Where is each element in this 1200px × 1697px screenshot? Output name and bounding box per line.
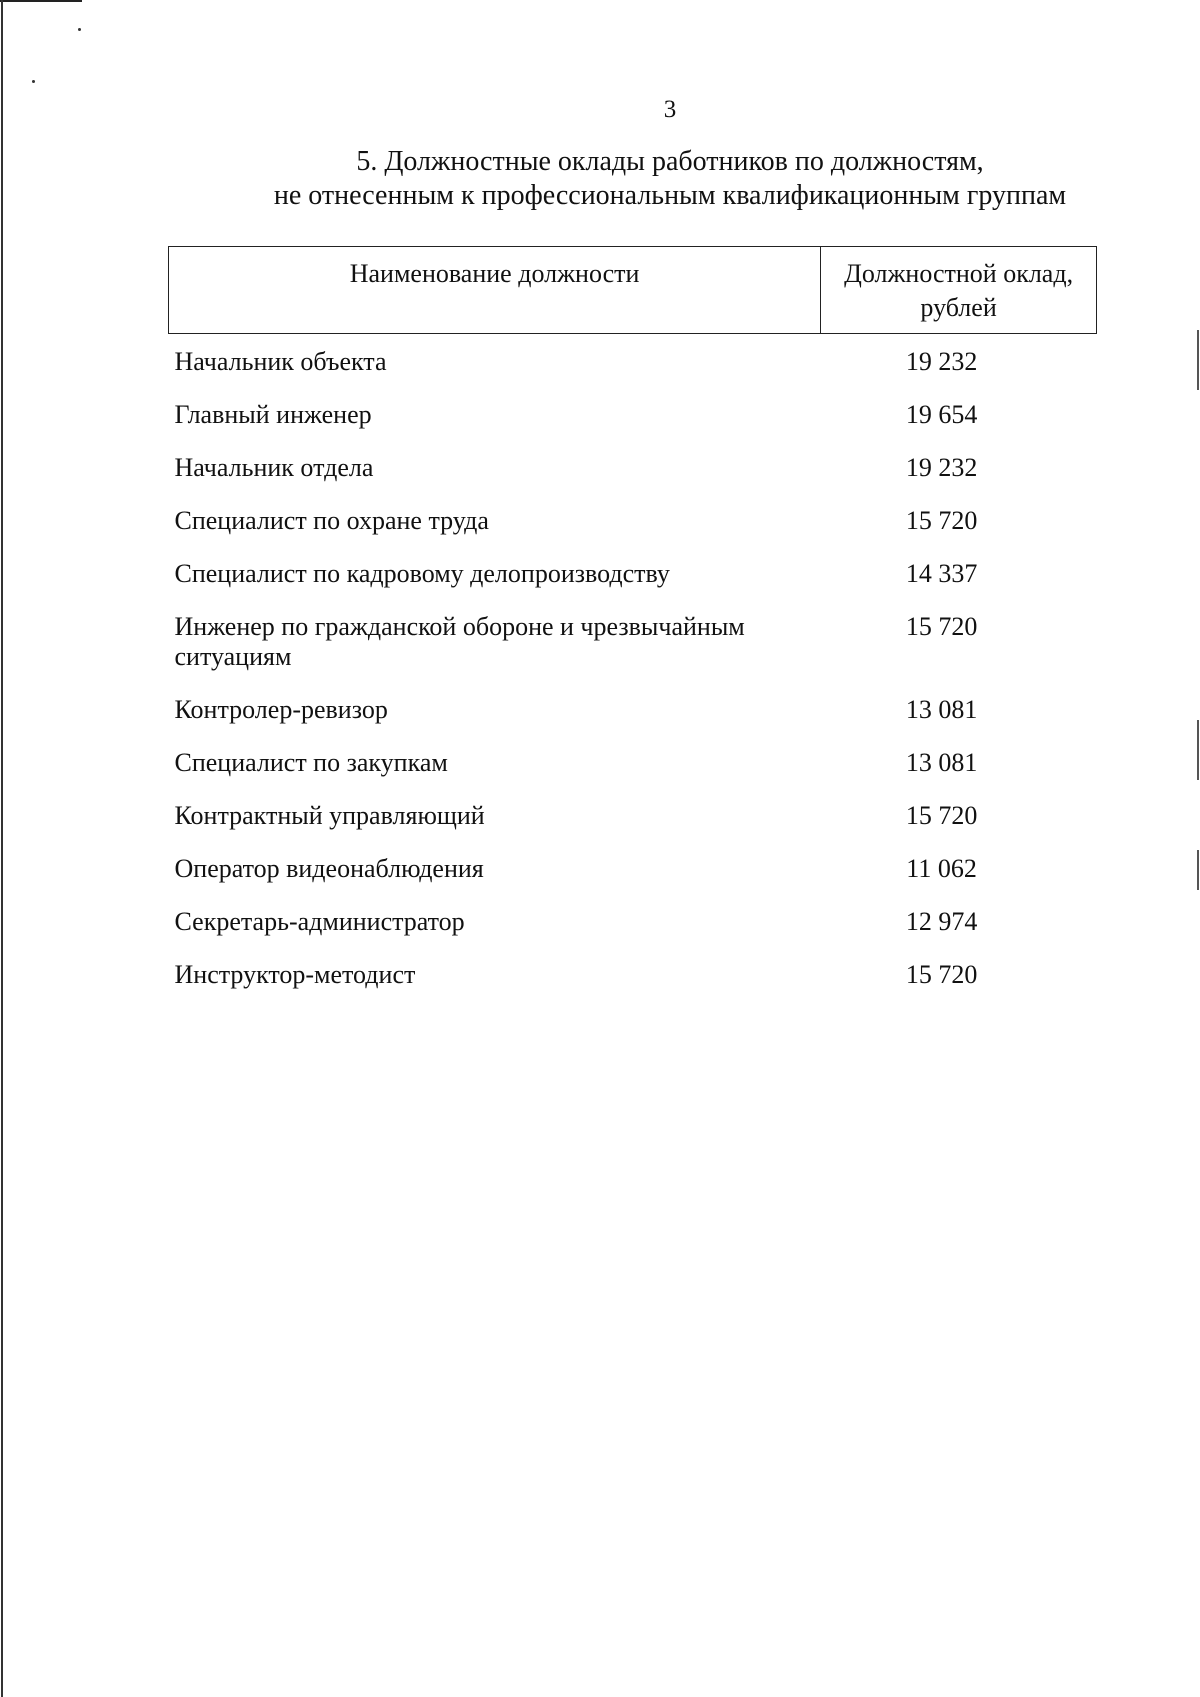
- section-title: [210, 145, 1130, 213]
- position-cell: Специалист по закупкам: [174, 748, 448, 777]
- scan-edge-right: [1197, 330, 1199, 390]
- salary-cell: 15 720: [905, 960, 978, 989]
- table-row: [169, 947, 1097, 1000]
- table-row: [169, 682, 1097, 735]
- table-row: [169, 334, 1097, 388]
- table-header-row: [169, 247, 1097, 334]
- scan-edge-left: [1, 0, 3, 1697]
- salary-cell: 11 062: [906, 854, 977, 883]
- table-row: [169, 599, 1097, 682]
- salary-cell: 13 081: [905, 748, 978, 777]
- table-row: [169, 387, 1097, 440]
- column-header-position: Наименование должности: [169, 247, 821, 334]
- table-row: [169, 735, 1097, 788]
- position-cell: Контрактный управляющий: [174, 801, 485, 830]
- salary-cell: 13 081: [905, 695, 978, 724]
- salary-table: [168, 246, 1097, 1000]
- salary-cell: 19 232: [905, 453, 978, 482]
- position-cell: Специалист по кадровому делопроизводству: [174, 559, 670, 588]
- scan-edge-right: [1197, 850, 1199, 890]
- section-title-line-1: 5. Должностные оклады работников по должностям,: [356, 146, 984, 177]
- table-row: [169, 440, 1097, 493]
- table-row: [169, 546, 1097, 599]
- column-header-salary: Должностной оклад, рублей: [821, 247, 1097, 334]
- scan-edge-right: [1197, 720, 1199, 780]
- salary-cell: 15 720: [905, 612, 978, 641]
- salary-cell: 15 720: [905, 506, 978, 535]
- salary-cell: 19 232: [905, 347, 978, 376]
- position-cell: Инженер по гражданской обороне и чрезвычайным ситуациям: [174, 612, 745, 671]
- salary-cell: 19 654: [905, 400, 978, 429]
- position-cell: Специалист по охране труда: [174, 506, 489, 535]
- page-number: 3: [663, 96, 677, 123]
- scan-edge-top: [0, 0, 82, 2]
- table-row: [169, 894, 1097, 947]
- position-cell: Инструктор-методист: [174, 960, 416, 989]
- position-cell: Секретарь-администратор: [174, 907, 465, 936]
- table-row: [169, 493, 1097, 546]
- table-row: [169, 788, 1097, 841]
- position-cell: Начальник отдела: [174, 453, 374, 482]
- position-cell: Главный инженер: [174, 400, 372, 429]
- salary-cell: 15 720: [905, 801, 978, 830]
- salary-cell: 12 974: [905, 907, 978, 936]
- section-title-line-2: не отнесенным к профессиональным квалификационным группам: [273, 180, 1067, 211]
- salary-cell: 14 337: [905, 559, 978, 588]
- position-cell: Начальник объекта: [174, 347, 387, 376]
- table-row: [169, 841, 1097, 894]
- scan-speck: [78, 28, 81, 31]
- scan-speck: [32, 80, 35, 83]
- position-cell: Контролер-ревизор: [174, 695, 388, 724]
- position-cell: Оператор видеонаблюдения: [174, 854, 484, 883]
